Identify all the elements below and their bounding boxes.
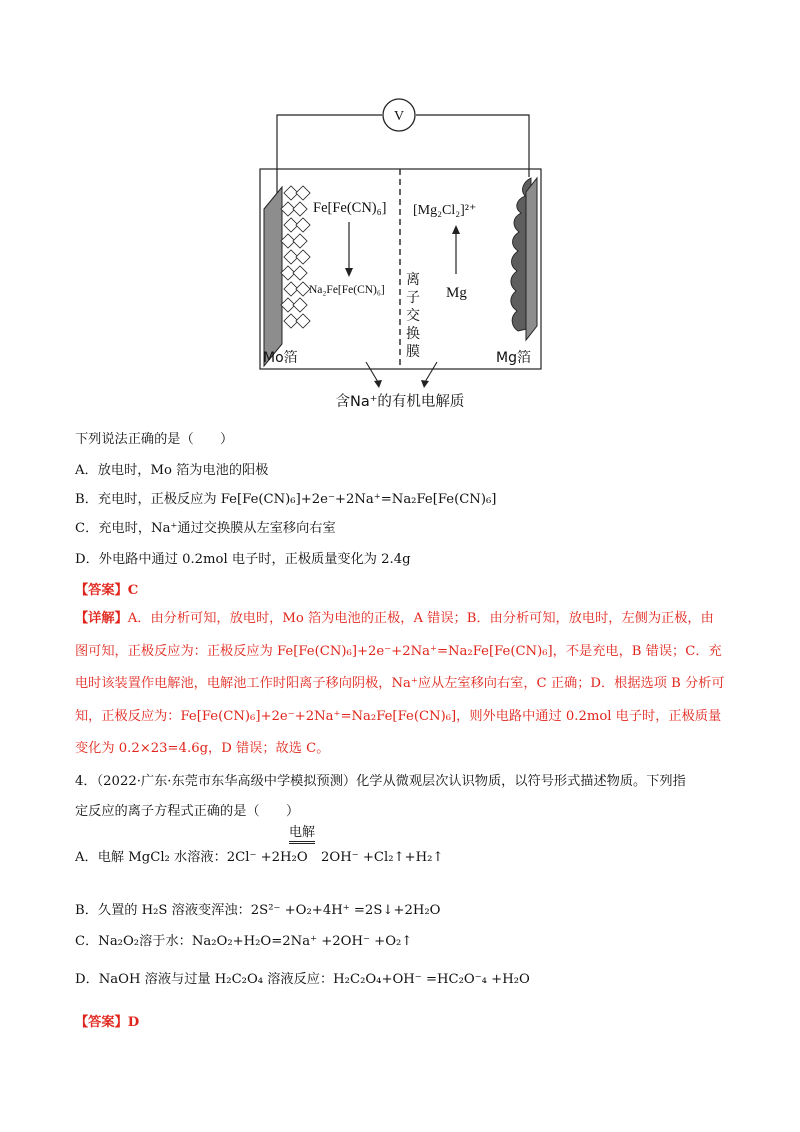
q4-option-c: C．Na₂O₂溶于水：Na₂O₂+H₂O=2Na⁺ +2OH⁻ +O₂↑ bbox=[75, 934, 413, 949]
option-c: C．充电时，Na⁺通过交换膜从左室移向右室 bbox=[75, 521, 336, 536]
membrane-label bbox=[406, 272, 420, 360]
option-a: A．放电时，Mo 箔为电池的阳极 bbox=[75, 463, 269, 478]
q4-answer-label: 【答案】D bbox=[75, 1015, 140, 1030]
option-b: B．充电时，正极反应为 Fe[Fe(CN)₆]+2e⁻+2Na⁺=Na₂Fe[Fe(CN)₆] bbox=[75, 492, 497, 507]
electrolyte-pointer-left bbox=[366, 362, 378, 382]
mo-foil-electrode bbox=[264, 187, 282, 366]
electrolyte-pointer-left-head bbox=[374, 380, 382, 388]
reduction-arrow-head bbox=[345, 268, 353, 277]
crystal-row-2 bbox=[281, 202, 307, 216]
crystal-row-1 bbox=[284, 186, 310, 200]
membrane-char-4: 换 bbox=[406, 326, 420, 342]
explanation-label: 【详解】 bbox=[75, 611, 128, 626]
q4-option-a-left: A．电解 MgCl₂ 水溶液：2Cl⁻ +2H₂O bbox=[75, 850, 308, 865]
mo-foil-label: Mo箔 bbox=[263, 350, 298, 366]
mg-foil-label: Mg箔 bbox=[496, 350, 531, 366]
electrolyte-label: 含Na⁺的有机电解质 bbox=[335, 394, 465, 410]
q4-option-b: B．久置的 H₂S 溶液变浑浊：2S²⁻ +O₂+4H⁺ =2S↓+2H₂O bbox=[75, 903, 441, 918]
right-top-label: [Mg₂Cl₂]²⁺ bbox=[413, 203, 477, 218]
electrolyte-pointer-right-head bbox=[421, 380, 429, 388]
electrolyte-pointer-right bbox=[425, 362, 437, 382]
membrane-char-3: 交 bbox=[406, 308, 420, 324]
left-bottom-label: Na₂Fe[Fe(CN)₆] bbox=[309, 284, 385, 296]
crystal-row-7 bbox=[284, 282, 310, 296]
oxidation-arrow-head bbox=[452, 225, 460, 234]
battery-diagram bbox=[240, 92, 560, 414]
explanation-paragraph bbox=[75, 603, 725, 766]
mg-foil-electrode bbox=[526, 178, 537, 340]
membrane-char-2: 子 bbox=[406, 290, 420, 306]
membrane-char-1: 离 bbox=[406, 272, 420, 288]
crystal-row-9 bbox=[284, 314, 310, 328]
q4-option-a-right: 2OH⁻ +Cl₂↑+H₂↑ bbox=[321, 850, 444, 865]
crystal-row-5 bbox=[284, 250, 310, 264]
crystal-row-3 bbox=[284, 218, 310, 232]
answer-label: 【答案】C bbox=[75, 583, 139, 598]
crystal-row-4 bbox=[281, 234, 307, 248]
option-d: D．外电路中通过 0.2mol 电子时，正极质量变化为 2.4g bbox=[75, 552, 411, 567]
crystal-layer bbox=[281, 186, 310, 328]
question-stem: 下列说法正确的是（ ） bbox=[75, 432, 234, 447]
membrane-char-5: 膜 bbox=[406, 344, 420, 360]
question4-stem-line2: 定反应的离子方程式正确的是（ ） bbox=[75, 804, 300, 819]
explanation-text: A．由分析可知，放电时，Mo 箔为电池的正极，A 错误；B．由分析可知，放电时，左侧为正极，由图可知，正极反应为：正极反应为 Fe[Fe(CN)₆]+2e⁻+2Na⁺=Na₂Fe[Fe(CN)₆]，不是充电，B 错误；C．充电时该装置作电解池，电解池工作时阳离子移向阴极，Na⁺应从左室移向右室，C 正确；D．根据选项 B 分析可知，正极反应为：Fe[Fe(CN)₆]+2e⁻+2Na⁺=Na₂Fe[Fe(CN)₆]，则外电路中通过 0.2mol 电子时，正极质量变化为 0.2×23=4.6g，D 错误；故选 C。 bbox=[75, 611, 725, 757]
crystal-row-8 bbox=[281, 298, 307, 312]
external-wire-right bbox=[416, 115, 529, 177]
right-bottom-label: Mg bbox=[446, 285, 467, 301]
question4-stem-line1: 4．（2022·广东·东莞市东华高级中学模拟预测）化学从微观层次认识物质，以符号形式描述物质。下列指 bbox=[75, 774, 686, 789]
left-top-label: Fe[Fe(CN)₆] bbox=[313, 200, 387, 216]
crystal-row-6 bbox=[281, 266, 307, 280]
q4-option-d: D．NaOH 溶液与过量 H₂C₂O₄ 溶液反应：H₂C₂O₄+OH⁻ =HC₂O⁻₄ +H₂O bbox=[75, 972, 530, 987]
reaction-condition: 电解 bbox=[289, 826, 315, 844]
voltmeter-label: V bbox=[393, 109, 405, 124]
battery-diagram-svg bbox=[240, 92, 560, 414]
